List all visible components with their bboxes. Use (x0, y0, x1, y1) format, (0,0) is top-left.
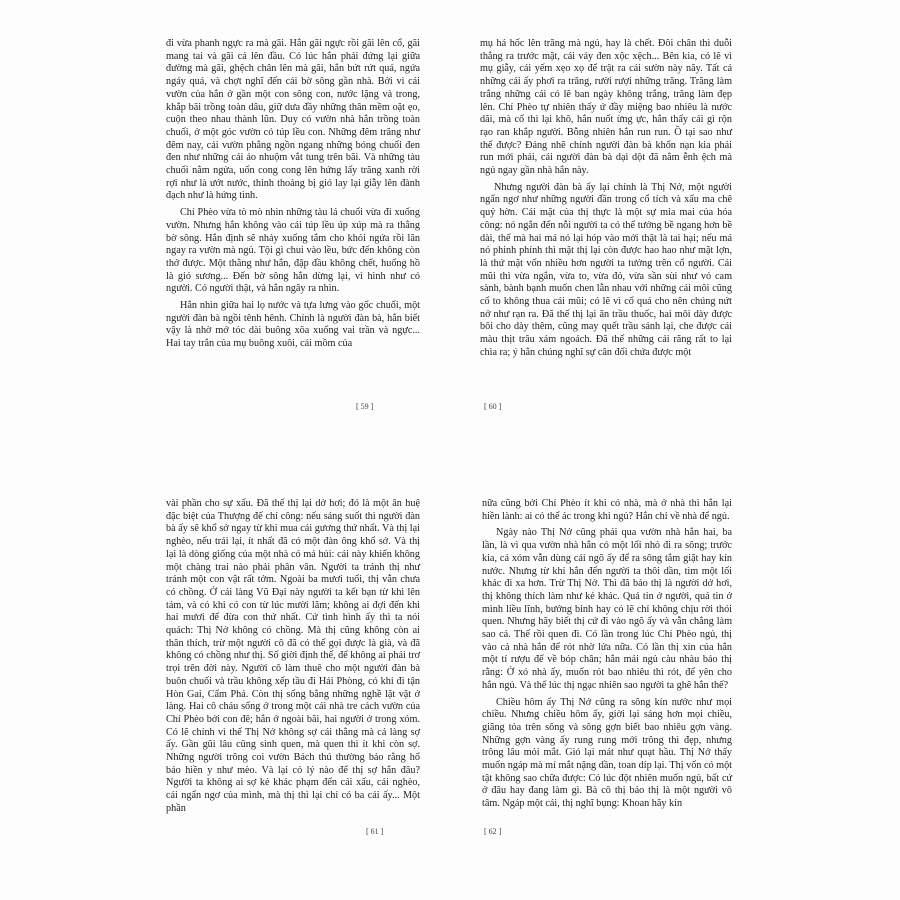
paragraph: đi vừa phanh ngực ra mà gãi. Hắn gãi ngực rồi gãi lên cổ, gãi mang tai và gãi cả lên đầu. Có lúc hắn phải đứng lại giữa đường mà gãi, ghệch chân lên mà gãi, hắn bứt rứt quá, ngứa ngáy quá, và chợt nghĩ đến cái bờ sông gần nhà. Bởi vì cái vườn của hắn ở gần một con sông con, nước lặng và trong, khắp bãi trồng toàn dâu, giữ dưa đầy những thân mềm oặt ẹo, cuộn theo nhau thành lũn. Duy có vườn nhà hắn trồng toàn chuối, ở một góc vườn có túp lều con. Những đêm trăng như đêm nay, cái vườn phẳng ngồn ngang những bóng chuối đen đen như những cái áo nhuộm vắt tung trên bãi. Và những tàu chuối nằm ngửa, uốn cong cong lên hứng lấy trăng xanh rời rợi như là ướt nước, thỉnh thoảng bị gió lay lại giẫy lên đành đạch như là hứng tình. (166, 38, 420, 202)
paragraph: Chiều hôm ấy Thị Nở cũng ra sông kín nước như mọi chiều. Nhưng chiều hôm ấy, giời lại sáng hơn mọi chiều, giăng tỏa trên sông và sông gợn biết bao nhiêu gợn vàng. Những gợn vàng ấy rung rung mới trông thì đẹp, nhưng trông lâu mỏi mắt. Gió lại mát như quạt hầu. Thị Nở thấy muốn ngáp mà mí mắt nặng dần, toan díp lại. Thị vốn có một tật không sao chữa được: Có lúc đột nhiên muốn ngủ, bất cứ ở đâu hay đang làm gì. Bà cô thị bảo thị là một người vô tâm. Ngáp một cái, thị nghĩ bụng: Khoan hãy kín (482, 696, 732, 810)
book-page-62 (450, 450, 900, 900)
paragraph: Hắn nhìn giữa hai lọ nước và tựa lưng vào gốc chuối, một người đàn bà ngồi tênh hênh. Chính là người đàn bà, hắn biết vậy là nhờ mớ tóc dài buông xõa xuống vai trần và ngực... Hai tay trắn của mụ buông xuôi, cái mồm của (166, 300, 420, 350)
page-text (166, 38, 420, 355)
paragraph: vài phần cho sự xấu. Đã thế thị lại dở hơi; đó là một ân huệ đặc biệt của Thượng đế chí công: nếu sáng suốt thì người đàn bà ấy sẽ khổ sở ngay từ khi mua cái gương thứ nhất. Và thị lại nghèo, nếu trái lại, ít nhất đã có một đàn ông khổ sở. Và thị lại là dòng giống của một nhà có mả hủi: cái này khiến không một chàng trai nào phải phân vân. Người ta tránh thị như tránh một con vật rất tởm. Ngoài ba mươi tuổi, thị vẫn chưa có chồng. Ở cái làng Vũ Đại này người ta kết bạn từ khi lên tám, và có khi có con từ lúc mười lăm; không ai đợi đến khi hai mươi để đừa con thứ nhất. Cứ tình hình ấy thì ta nói quách: Thị Nở không có chồng. Mà thị cũng không còn ai thân thích, trừ một người cô đã có thể gọi được là già, và đã không có chồng như thị. Số giời định thế, để không ai phải trơ trọi trên đời này. Người cô làm thuê cho một người đàn bà buôn chuối và trầu không xếp tầu đi Hải Phòng, có khi đi tận Hòn Gai, Cẩm Phả. Còn thị sống bằng những nghề lặt vặt ở làng. Hai cô cháu sống ở trong một cái nhà tre cách vườn của Chí Phèo bởi con đê; hắn ở ngoài bãi, hai người ở trong xóm. Có lẽ chính vì thế Thị Nở không sợ cái thằng mà cả làng sợ ấy. Gần gũi lâu cũng sinh quen, mà quen thì ít khi còn sợ. Những người trông coi vườn Bách thú thường bảo rằng hổ báo hiền y như mèo. Và lại có lý nào để thị sợ hắn đâu? Người ta không ai sợ kẻ khác phạm đến cái xấu, cái nghèo, cái ngẩn ngơ của mình, mà thị thì lại chỉ có ba cái ấy... Một phần (166, 498, 420, 814)
paragraph: mụ há hốc lên trăng mà ngủ, hay là chết. Đôi chân thì duỗi thẳng ra trước mặt, cái váy đen xộc xệch... Bên kia, có lẽ vì mụ giẫy, cái yếm xẹo xọ để trật ra cái sườn này nãy. Tất cả những cái ấy phơi ra trăng, rười rượi những trăng. Trăng làm trắng những cái có lẽ ban ngày không trắng, trăng làm đẹp lên. Chí Phèo tự nhiên thấy ứ đầy miệng bao nhiêu là nước dãi, mà cổ thì lại khô, hắn nuốt ừng ực, hắn thấy cái gì rộn rạo ran khắp người. Bỗng nhiên hắn run run. Ồ tại sao như thế được? Đáng nhẽ chính người đàn bà khốn nạn kia phải run mới phải, cái người đàn bà dại dột đã nằm ễnh ệch mà ngủ ngay gần nhà hắn này. (480, 38, 732, 177)
page-number: [ 60 ] (484, 402, 502, 411)
book-page-59 (0, 0, 450, 450)
paragraph: Chí Phèo vừa tò mò nhìn những tàu lá chuối vừa đi xuống vườn. Nhưng hắn không vào cái túp lều úp xúp mà ra thẳng bờ sông. Hắn định sẽ nhảy xuống tắm cho khỏi ngứa rồi lăn ngay ra vườn mà ngủ. Tội gì chui vào lều, bức đến không còn thở được. Một thằng như hắn, đập đầu không chết, huống hồ là gió sương... Đến bờ sông hắn dừng lại, vì hình như có người. Có người thật, và hắn ngây ra nhìn. (166, 207, 420, 295)
paragraph: nữa cũng bởi Chí Phèo ít khi có nhà, mà ở nhà thì hắn lại hiền lành: ai có thể ác trong khi ngủ? Hắn chỉ về nhà để ngủ. (482, 498, 732, 522)
page-text (482, 498, 732, 815)
page-text (480, 38, 732, 364)
page-text (166, 498, 420, 820)
book-page-61 (0, 450, 450, 900)
paragraph: Ngày nào Thị Nở cũng phải qua vườn nhà hắn hai, ba lần, là vì qua vườn nhà hắn có một lối nhỏ đi ra sông; trước kia, cả xóm vẫn dùng cái ngõ ấy để ra sông tắm giặt hay kín nước. Nhưng từ khi hắn đến người ta thôi dần, tìm một lối khác đi xa hơn. Trừ Thị Nở. Thì đã bảo thị là người dở hơi, thị không thích làm như kẻ khác. Quá tin ở người, quá tin ở mình liều lĩnh, bướng bỉnh hay có lẽ chỉ không chịu rời thói quen. Nhưng hãy biết thị cứ đi vào ngõ ấy và vẫn chẳng làm sao cả. Thế rồi quen đi. Có lần trong lúc Chí Phèo ngủ, thị vào cả nhà hắn để rót nhờ lửa nữa. Có lần thị xin của hắn một tí rượu để về bóp chân; hắn mải ngủ càu nhàu bảo thị rằng: Ở xó nhà ấy, muốn rót bao nhiêu thì rót, để yên cho hắn ngủ. Và thế lúc thị ngạc nhiên sao người ta ghê hắn thế? (482, 527, 732, 691)
book-page-60 (450, 0, 900, 450)
page-number: [ 62 ] (484, 827, 502, 836)
page-number: [ 59 ] (356, 402, 374, 411)
paragraph: Nhưng người đàn bà ấy lại chính là Thị Nở, một người ngẩn ngơ như những người đần trong cổ tích và xấu ma chê quỷ hờn. Cái mặt của thị thực là một sự mỉa mai của hóa công: nó ngắn đến nỗi người ta có thể tưởng bề ngang hơn bề dài, thế mà hai má nó lại hóp vào mới thật là tai hại; nếu má nó phinh phính thì mặt thị lại còn được hao hao như mặt lợn, là thứ mặt vốn nhiều hơn người ta tưởng trên cổ người. Cái mũi thì vừa ngắn, vừa to, vừa đỏ, vừa sần sùi như vỏ cam sành, bành bạnh muốn chen lẫn nhau với những cái môi cũng cố to không thua cái mũi; có lẽ vì cố quá cho nên chúng nứt nở như rạn ra. Đã thế thị lại ăn trầu thuốc, hai môi dày được bôi cho dày thêm, cũng may quết trầu sánh lại, che được cái màu thịt trâu xám ngoách. Đã thế những cái răng rất to lại chìa ra; ý hẳn chúng nghĩ sự cân đối chứa được một (480, 181, 732, 358)
page-number: [ 61 ] (366, 827, 384, 836)
